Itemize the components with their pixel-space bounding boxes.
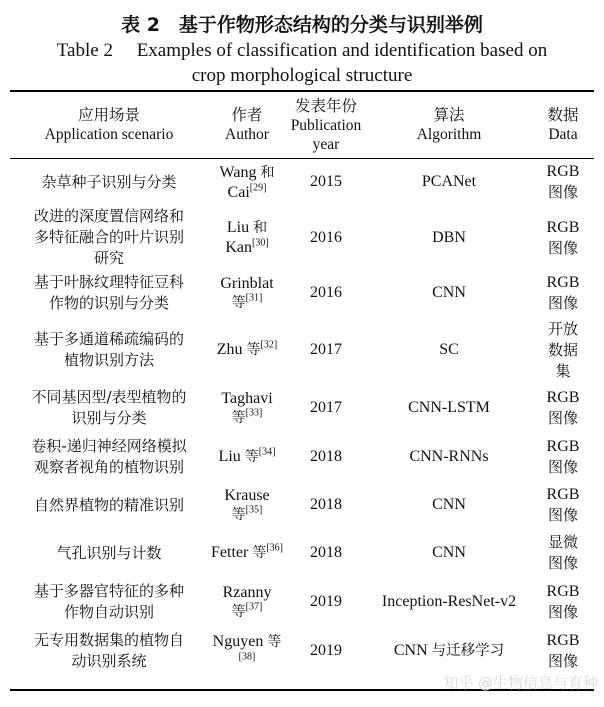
algorithm-name: CNN [432, 496, 466, 513]
author-line [208, 163, 286, 183]
algorithm-name: CNN-LSTM [408, 399, 490, 416]
cell-year: 2018 [310, 448, 342, 465]
data-line: 图像 [547, 294, 578, 312]
author-line [208, 218, 286, 238]
data-line: RGB [546, 274, 580, 291]
author-ref: [38] [238, 651, 256, 663]
author-ref: [31] [245, 292, 263, 304]
author-name: Liu [218, 448, 245, 465]
author-conj: 和 [253, 220, 268, 236]
author-name: Cai [227, 183, 250, 201]
scenario-line: 研究 [93, 249, 124, 267]
data-line: RGB [546, 632, 580, 649]
cell-algorithm [366, 383, 532, 433]
author-line [208, 486, 286, 505]
cell-year: 2019 [310, 593, 342, 610]
scenario-line: 基于多器官特征的多种 [33, 582, 184, 600]
cell-algorithm [366, 433, 532, 481]
header-scenario: 应用场景 Application scenario [44, 106, 174, 143]
cell-algorithm [366, 529, 532, 577]
scenario-line: 植物识别方法 [63, 351, 154, 369]
header-author: 作者 Author [225, 106, 269, 143]
author-conj: 等 [252, 545, 267, 561]
cell-year: 2015 [310, 173, 342, 190]
cell-data [532, 317, 594, 383]
author-line [208, 238, 286, 257]
author-ref: [37] [245, 601, 263, 613]
scenario-line: 动识别系统 [71, 652, 147, 670]
table-row [10, 317, 594, 383]
cell-year: 2016 [310, 228, 342, 246]
cell-scenario [10, 529, 208, 577]
table-title-cn: 表 2 基于作物形态结构的分类与识别举例 [121, 14, 483, 36]
scenario-line: 多特征融合的叶片识别 [33, 228, 184, 246]
data-line: RGB [546, 438, 580, 455]
data-line: RGB [546, 486, 580, 503]
cell-scenario [10, 433, 208, 481]
data-line: 数据 [547, 340, 578, 359]
data-line: RGB [546, 218, 580, 236]
scenario-line: 基于叶脉纹理特征豆科 [33, 273, 184, 291]
cell-scenario [10, 627, 208, 675]
table-row [10, 158, 594, 206]
author-line [208, 505, 286, 525]
author-line [208, 447, 286, 467]
cell-algorithm [366, 317, 532, 383]
algorithm-note: 与迁移学习 [431, 643, 505, 659]
author-line [208, 602, 286, 622]
header-row [10, 92, 594, 158]
data-line: RGB [546, 389, 580, 406]
cell-year: 2017 [310, 399, 342, 416]
table-row [10, 383, 594, 433]
cell-data [532, 158, 594, 206]
scenario-line: 不同基因型/表型植物的 [31, 388, 187, 406]
cell-data [532, 433, 594, 481]
author-line [208, 274, 286, 293]
author-name: Taghavi [221, 389, 273, 407]
author-conj: 等 [246, 342, 261, 358]
algorithm-name: DBN [432, 228, 466, 246]
scenario-line: 无专用数据集的植物自 [33, 631, 184, 649]
author-etal: 等 [231, 603, 246, 620]
author-line [208, 632, 286, 671]
cell-year: 2018 [310, 544, 342, 561]
cell-scenario [10, 269, 208, 317]
author-ref: [30] [251, 237, 269, 249]
cell-data [532, 627, 594, 675]
cell-author [208, 577, 286, 627]
data-line: 图像 [547, 506, 578, 524]
author-name: Liu [226, 219, 254, 236]
data-line: 图像 [547, 603, 578, 621]
cell-scenario [10, 206, 208, 269]
data-line: 图像 [547, 238, 578, 257]
author-line [208, 293, 286, 313]
table-row [10, 206, 594, 269]
algorithm-name: CNN [432, 284, 466, 301]
author-ref: [36] [266, 542, 283, 554]
data-line: 图像 [547, 409, 578, 427]
header-algorithm: 算法 Algorithm [416, 106, 482, 143]
author-line [208, 340, 286, 360]
author-name: Rzanny [222, 583, 272, 601]
cell-data [532, 269, 594, 317]
cell-author [208, 481, 286, 529]
table-row [10, 627, 594, 675]
cell-author [208, 433, 286, 481]
author-conj: 和 [260, 164, 275, 181]
scenario-line: 气孔识别与计数 [56, 543, 162, 562]
scenario-line: 改进的深度置信网络和 [33, 207, 184, 225]
author-etal: 等 [231, 506, 246, 523]
author-name: Kan [225, 239, 252, 256]
scenario-line: 作物自动识别 [63, 603, 154, 621]
cell-scenario [10, 577, 208, 627]
table-row [10, 529, 594, 577]
cell-scenario [10, 158, 208, 206]
data-table [10, 92, 594, 675]
data-line: RGB [546, 583, 580, 600]
author-etal: 等 [231, 294, 246, 311]
cell-author [208, 206, 286, 269]
cell-algorithm [366, 481, 532, 529]
cell-data [532, 206, 594, 269]
author-name: Wang [219, 163, 261, 181]
author-ref: [34] [258, 446, 276, 458]
table-body [10, 158, 594, 675]
author-conj: 等 [267, 633, 282, 650]
data-line: 图像 [547, 554, 578, 572]
table-title-en [0, 38, 604, 88]
scenario-line: 识别与分类 [71, 409, 147, 427]
cell-data [532, 577, 594, 627]
scenario-line: 自然界植物的精准识别 [33, 495, 184, 514]
author-name: Fetter [211, 544, 253, 561]
cell-scenario [10, 317, 208, 383]
author-name: Krause [224, 486, 270, 504]
algorithm-name: PCANet [421, 173, 477, 190]
cell-algorithm [366, 158, 532, 206]
cell-scenario [10, 481, 208, 529]
author-line [208, 389, 286, 408]
author-line [208, 583, 286, 602]
cell-author [208, 627, 286, 675]
scenario-line: 作物的识别与分类 [48, 294, 169, 312]
table-row [10, 481, 594, 529]
table-title-en-line1: Table 2 Examples of classification and identification based on [56, 40, 548, 61]
author-name: Nguyen [212, 632, 268, 650]
author-ref: [35] [245, 504, 263, 516]
author-line [208, 183, 286, 202]
cell-author [208, 383, 286, 433]
algorithm-name: CNN [432, 544, 466, 561]
cell-algorithm [366, 206, 532, 269]
cell-author [208, 158, 286, 206]
author-name: Grinblat [220, 274, 274, 292]
table-row [10, 577, 594, 627]
table-title-en-line2: crop morphological structure [191, 65, 413, 86]
cell-author [208, 269, 286, 317]
header-data: 数据 Data [547, 106, 579, 143]
cell-author [208, 317, 286, 383]
cell-algorithm [366, 577, 532, 627]
algorithm-name: SC [439, 341, 459, 358]
author-ref: [33] [245, 407, 263, 419]
data-line: 开放 [547, 319, 578, 338]
scenario-line: 杂草种子识别与分类 [41, 172, 177, 191]
cell-year: 2017 [310, 341, 342, 358]
data-line: 图像 [547, 458, 578, 476]
author-conj: 等 [244, 449, 259, 465]
cell-data [532, 529, 594, 577]
cell-algorithm [366, 269, 532, 317]
cell-year: 2016 [310, 284, 342, 301]
cell-data [532, 383, 594, 433]
scenario-line: 观察者视角的植物识别 [33, 458, 184, 476]
data-line: 显微 [547, 533, 578, 551]
algorithm-name: CNN [393, 642, 432, 659]
author-etal: 等 [231, 409, 246, 426]
algorithm-name: Inception-ResNet-v2 [381, 593, 517, 610]
cell-data [532, 481, 594, 529]
scenario-line: 基于多通道稀疏编码的 [33, 330, 184, 348]
cell-author [208, 529, 286, 577]
data-line: RGB [546, 163, 580, 180]
author-ref: [29] [249, 182, 267, 194]
algorithm-name: CNN-RNNs [409, 448, 489, 465]
author-line [208, 543, 286, 563]
watermark: 知乎 @生物信息与育种 [443, 674, 598, 692]
scenario-line: 卷积-递归神经网络模拟 [31, 437, 187, 455]
data-line: 图像 [547, 183, 578, 201]
cell-scenario [10, 383, 208, 433]
header-year: 发表年份 Publication year [290, 96, 362, 153]
cell-year: 2018 [310, 496, 342, 513]
cell-algorithm [366, 627, 532, 675]
table-row [10, 269, 594, 317]
table-row [10, 433, 594, 481]
data-line: 图像 [547, 652, 578, 670]
cell-year: 2019 [310, 642, 342, 659]
data-line: 集 [555, 361, 571, 380]
author-ref: [32] [260, 339, 278, 351]
author-line [208, 408, 286, 428]
author-name: Zhu [216, 341, 247, 358]
